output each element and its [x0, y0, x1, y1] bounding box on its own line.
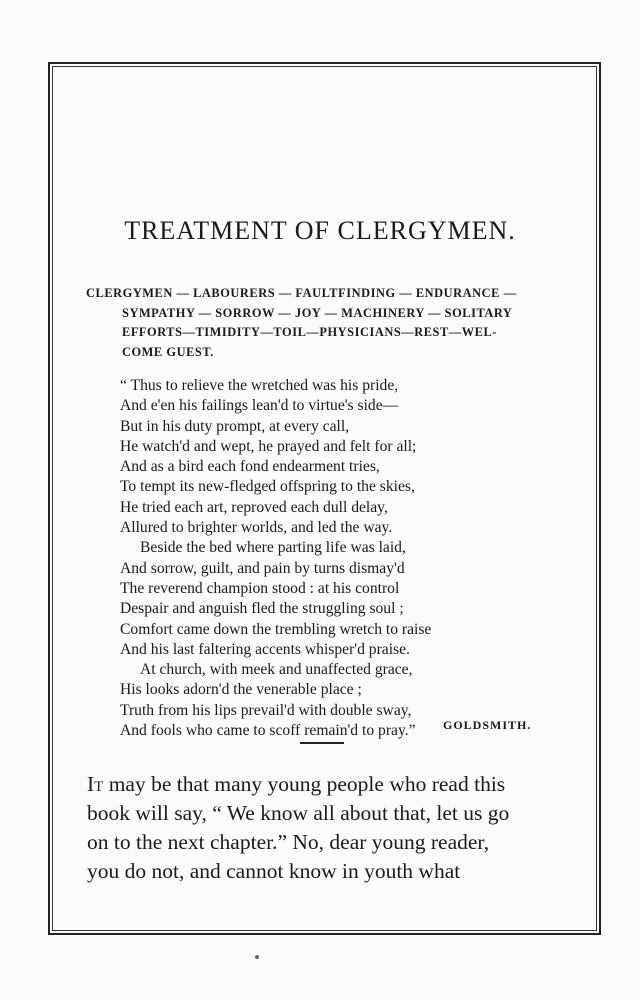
- synopsis-line: SYMPATHY — SORROW — JOY — MACHINERY — SOLITARY: [122, 305, 513, 320]
- poem-line: At church, with meek and unaffected grace,: [140, 661, 413, 679]
- poem-line: “ Thus to relieve the wretched was his pride,: [120, 377, 399, 394]
- poem-line: Despair and anguish fled the struggling soul ;: [120, 600, 404, 618]
- poem-line: But in his duty prompt, at every call,: [120, 417, 350, 435]
- poem-line: Beside the bed where parting life was laid,: [140, 539, 406, 557]
- chapter-synopsis: [86, 284, 578, 362]
- poem-line: He tried each art, reproved each dull delay,: [120, 498, 388, 516]
- poem-line: Allured to brighter worlds, and led the way.: [120, 519, 393, 537]
- prose-line: on to the next chapter.” No, dear young reader,: [87, 830, 490, 854]
- prose-line: book will say, “ We know all about that, let us go: [87, 801, 510, 825]
- section-divider: [300, 742, 344, 744]
- synopsis-line: COME GUEST.: [122, 344, 214, 359]
- prose-line: [87, 770, 575, 799]
- paper-speck: [255, 955, 259, 959]
- poem-line: And e'en his failings lean'd to virtue's side—: [120, 397, 399, 415]
- synopsis-line: CLERGYMEN — LABOURERS — FAULTFINDING — ENDURANCE —: [86, 286, 517, 300]
- poem-attribution: GOLDSMITH.: [443, 718, 532, 732]
- synopsis-line: EFFORTS—TIMIDITY—TOIL—PHYSICIANS—REST—WEL-: [122, 325, 497, 339]
- poem-line: And fools who came to scoff remain'd to pray.”: [120, 722, 416, 740]
- poem-line: Truth from his lips prevail'd with double sway,: [120, 701, 412, 719]
- poem-line: He watch'd and wept, he prayed and felt for all;: [120, 437, 417, 455]
- prose-line: you do not, and cannot know in youth what: [87, 859, 461, 883]
- poem-line: Comfort came down the trembling wretch to raise: [120, 620, 432, 638]
- epigraph-poem: [120, 376, 431, 741]
- body-text: [87, 770, 575, 886]
- chapter-title: TREATMENT OF CLERGYMEN.: [124, 216, 516, 245]
- poem-line: And his last faltering accents whisper'd praise.: [120, 640, 410, 658]
- poem-line: His looks adorn'd the venerable place ;: [120, 681, 362, 699]
- poem-line: The reverend champion stood : at his control: [120, 579, 400, 597]
- poem-line: And sorrow, guilt, and pain by turns dismay'd: [120, 559, 405, 577]
- poem-line: To tempt its new-fledged offspring to the skies,: [120, 478, 415, 496]
- poem-line: And as a bird each fond endearment tries,: [120, 458, 380, 476]
- prose-line-text: may be that many young people who read this: [108, 772, 506, 796]
- drop-word: It: [87, 772, 104, 796]
